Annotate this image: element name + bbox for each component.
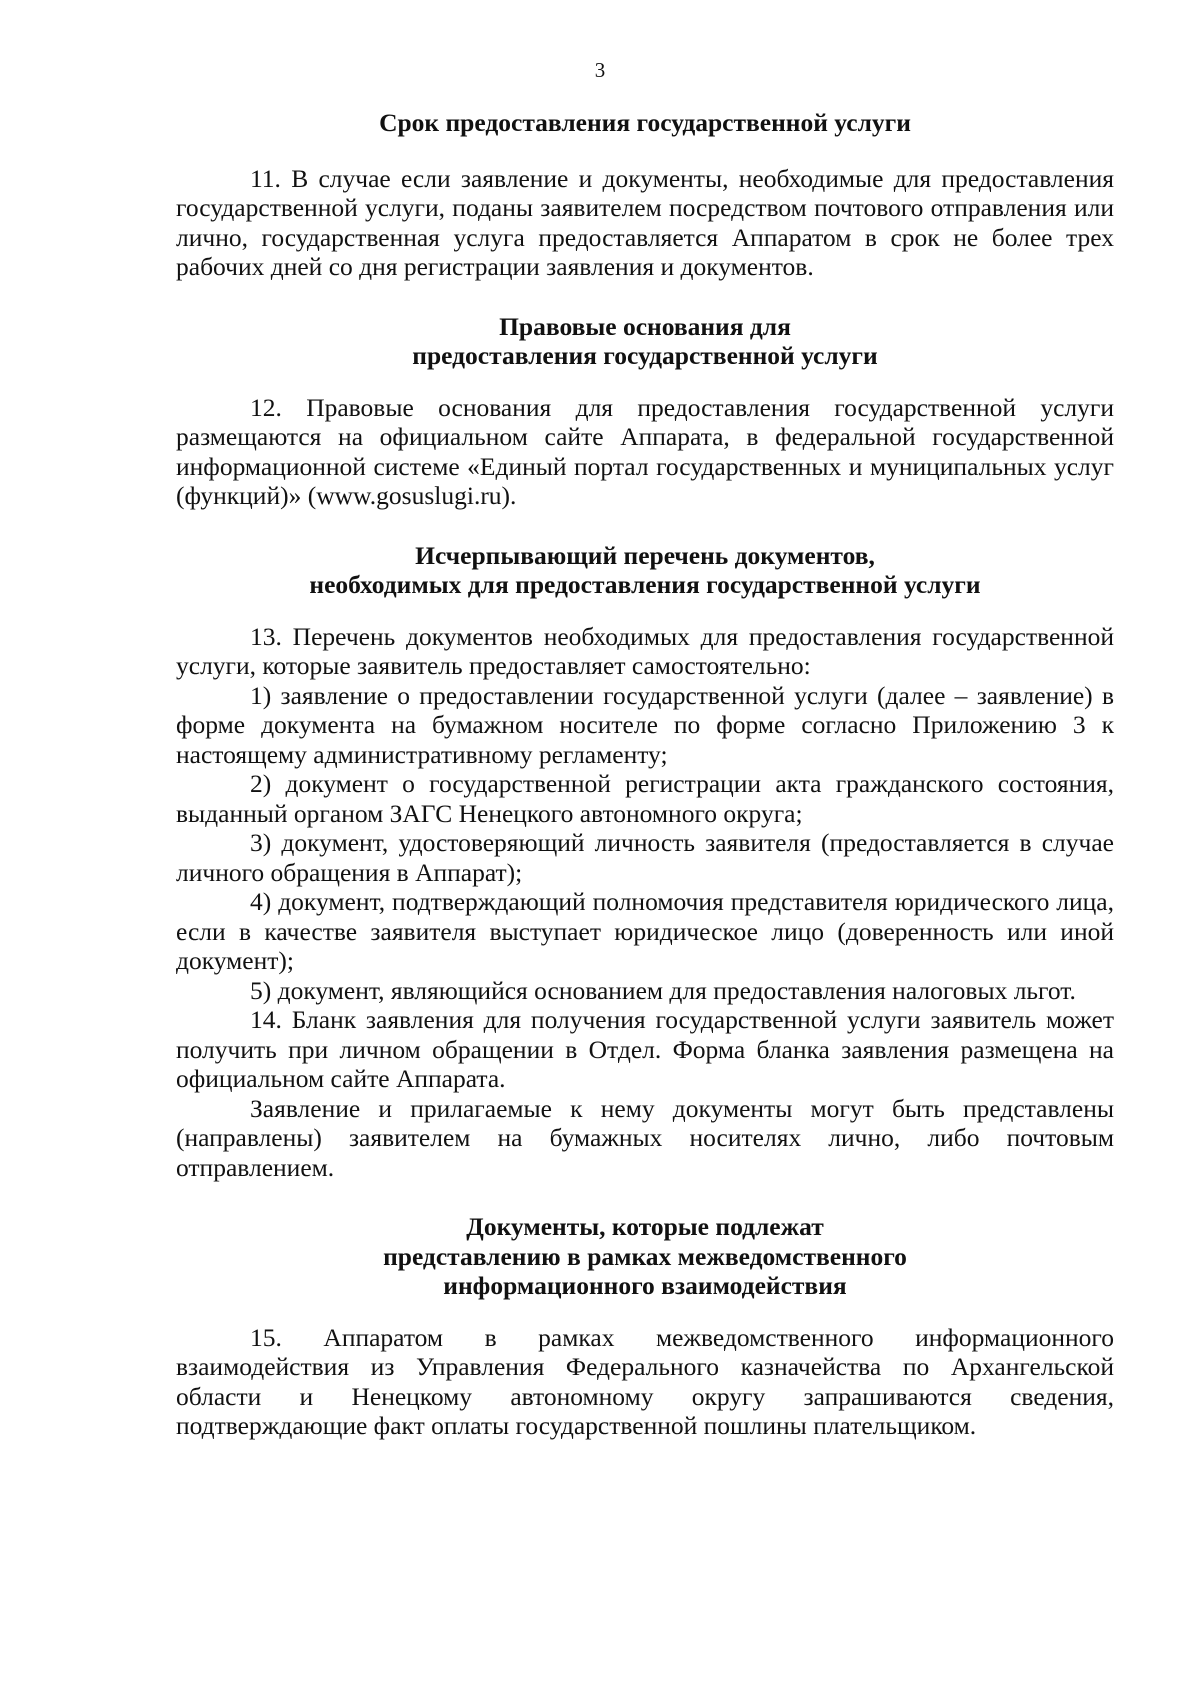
heading-interagency: Документы, которые подлежат представлению в рамках межведомственного информационного взаимодействия [383,1212,907,1300]
paragraph-11: 11. В случае если заявление и документы, необходимые для предоставления государственной услуги, поданы заявителем посредством почтового отправления или лично, государственная услуга предоставляется Аппаратом в срок не более трех рабочих дней со дня регистрации заявления и документов. [176,163,1114,281]
heading-documents: Исчерпывающий перечень документов, необходимых для предоставления государственной услуги [309,540,981,599]
page-number: 3 [594,58,606,82]
heading-term: Срок предоставления государственной услуги [379,108,911,137]
paragraph-12: 12. Правовые основания для предоставления государственной услуги размещаются на официальном сайте Аппарата, в федеральной государственной информационной системе «Единый портал государственных и муниципальных услуг (функций)» (www.gosuslugi.ru). [176,392,1114,510]
paragraph-15: 15. Аппаратом в рамках межведомственного информационного взаимодействия из Управления Федерального казначейства по Архангельской области и Ненецкому автономному округу запрашиваются сведения, подтверждающие факт оплаты государственной пошлины плательщиком. [176,1322,1114,1440]
paragraph-13: 13. Перечень документов необходимых для предоставления государственной услуги, которые заявитель предоставляет самостоятельно: [176,621,1114,680]
paragraph-14-continuation: Заявление и прилагаемые к нему документы могут быть представлены (направлены) заявителем на бумажных носителях лично, либо почтовым отправлением. [176,1093,1114,1182]
list-item-4: 4) документ, подтверждающий полномочия представителя юридического лица, если в качестве заявителя выступает юридическое лицо (доверенность или иной документ); [176,887,1114,975]
list-item-5: 5) документ, являющийся основанием для предоставления налоговых льгот. [250,975,1076,1005]
heading-legal: Правовые основания для предоставления государственной услуги [412,311,878,370]
document-body [176,108,1114,1441]
list-item-3: 3) документ, удостоверяющий личность заявителя (предоставляется в случае личного обращения в Аппарат); [176,828,1114,887]
list-item-1: 1) заявление о предоставлении государственной услуги (далее – заявление) в форме документа на бумажном носителе по форме согласно Приложению 3 к настоящему административному регламенту; [176,680,1114,769]
paragraph-14: 14. Бланк заявления для получения государственной услуги заявитель может получить при личном обращении в Отдел. Форма бланка заявления размещена на официальном сайте Аппарата. [176,1005,1114,1093]
list-item-2: 2) документ о государственной регистрации акта гражданского состояния, выданный органом ЗАГС Ненецкого автономного округа; [176,769,1114,828]
